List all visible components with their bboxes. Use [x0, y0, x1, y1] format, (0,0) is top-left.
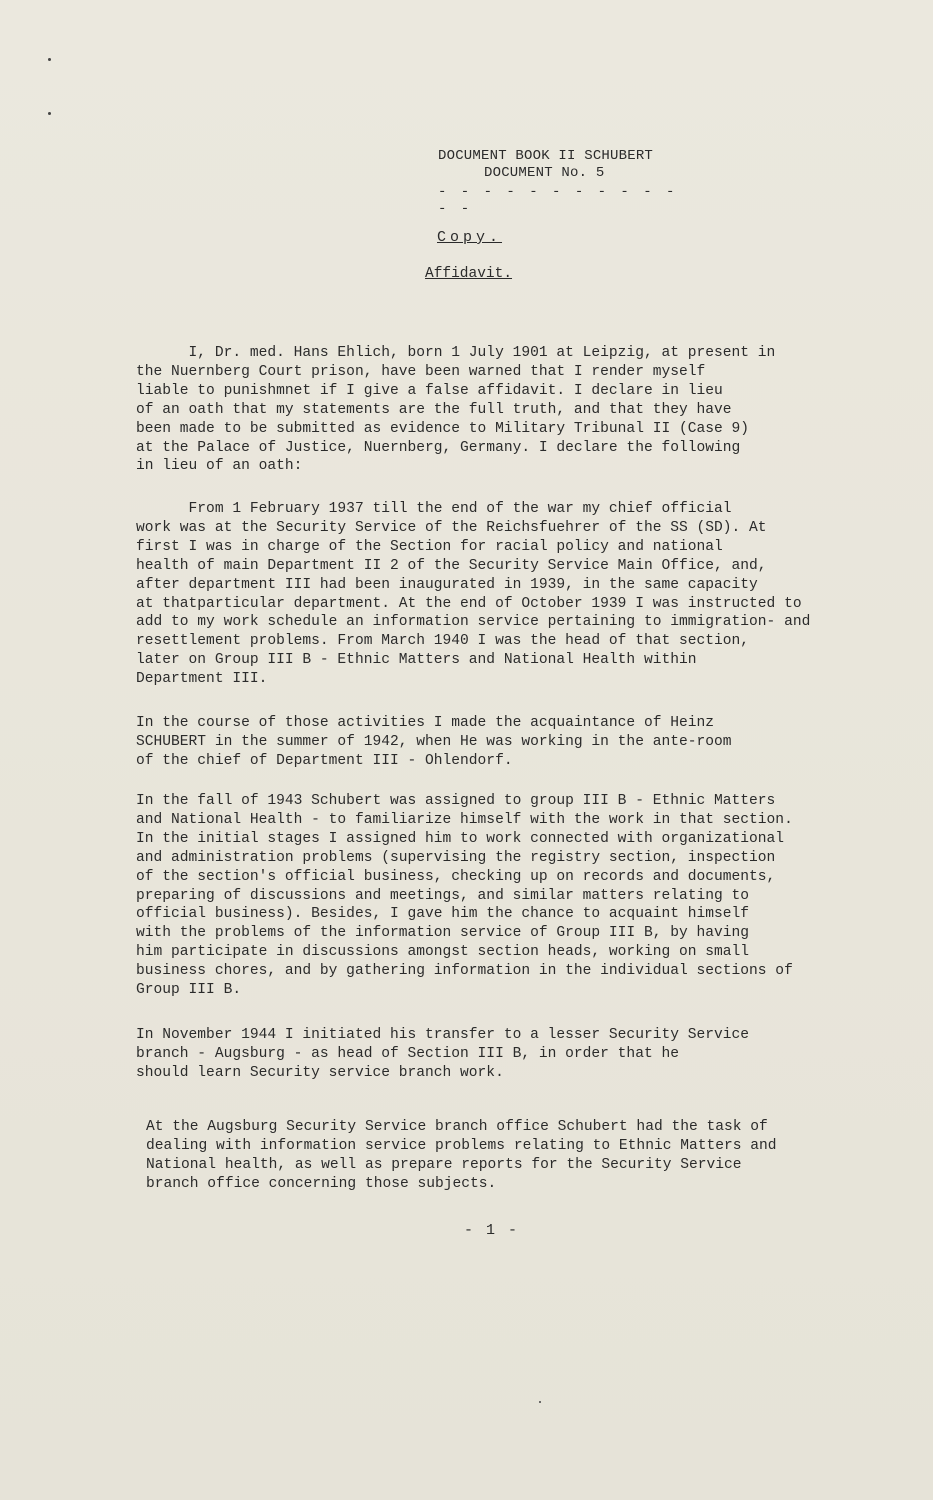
document-book-title: DOCUMENT BOOK II SCHUBERT — [438, 148, 654, 164]
binding-mark-bottom — [48, 112, 51, 115]
paragraph-declaration: I, Dr. med. Hans Ehlich, born 1 July 1901 at Leipzig, at present in the Nuernberg Court prison, have been warned that I render myself liable to punishmnet if I give a false affidavit. I declare in lieu of an oath that my statements are the full truth, and that they have been made to be submitted as evidence to Military Tribunal II (Case 9) at the Palace of Justice, Nuernberg, Germany. I declare the following in lieu of an oath: — [136, 345, 776, 475]
paragraph-transfer: In November 1944 I initiated his transfer to a lesser Security Service branch - Augsburg - as head of Section III B, in order that he should learn Security service branch work. — [136, 1027, 750, 1081]
header-rule: - - - - - - - - - - - - - — [438, 184, 678, 217]
document-number: DOCUMENT No. 5 — [484, 165, 605, 181]
copy-title: Copy. — [437, 229, 503, 246]
paragraph-assignment: In the fall of 1943 Schubert was assigned to group III B - Ethnic Matters and National Health - to familiarize himself with the work in that section. In the initial stages I assigned him to work connected with organizational and administration problems (supervising the registry section, inspection of the section's official business, checking up on records and documents, preparing of discussions and meetings, and similar matters relating to official business). Besides, I gave him the chance to acquaint himself with the problems of the information service of Group III B, by having him participate in discussions amongst section heads, working on small business chores, and by gathering information in the individual sections of Group III B. — [136, 793, 793, 999]
binding-mark-top — [48, 58, 51, 61]
paragraph-augsburg-office: At the Augsburg Security Service branch office Schubert had the task of dealing with information service problems relating to Ethnic Matters and National health, as well as prepare reports for the Security Service branch office concerning those subjects. — [146, 1119, 777, 1192]
page-number: - 1 - — [464, 1222, 520, 1239]
affidavit-title: Affidavit. — [425, 266, 513, 282]
paragraph-official-work: From 1 February 1937 till the end of the war my chief official work was at the Security Service of the Reichsfuehrer of the SS (SD). At first I was in charge of the Section for racial policy and national health of main Department II 2 of the Security Service Main Office, and, after department III had been inaugurated in 1939, in the same capacity at thatparticular department. At the end of October 1939 I was instructed to add to my work schedule an information service pertaining to immigration- and resettlement problems. From March 1940 I was the head of that section, later on Group III B - Ethnic Matters and National Health within Department III. — [136, 501, 811, 688]
document-header — [438, 148, 698, 218]
paper-speck — [539, 1401, 541, 1403]
paragraph-acquaintance: In the course of those activities I made the acquaintance of Heinz SCHUBERT in the summer of 1942, when He was working in the ante-room of the chief of Department III - Ohlendorf. — [136, 715, 732, 769]
